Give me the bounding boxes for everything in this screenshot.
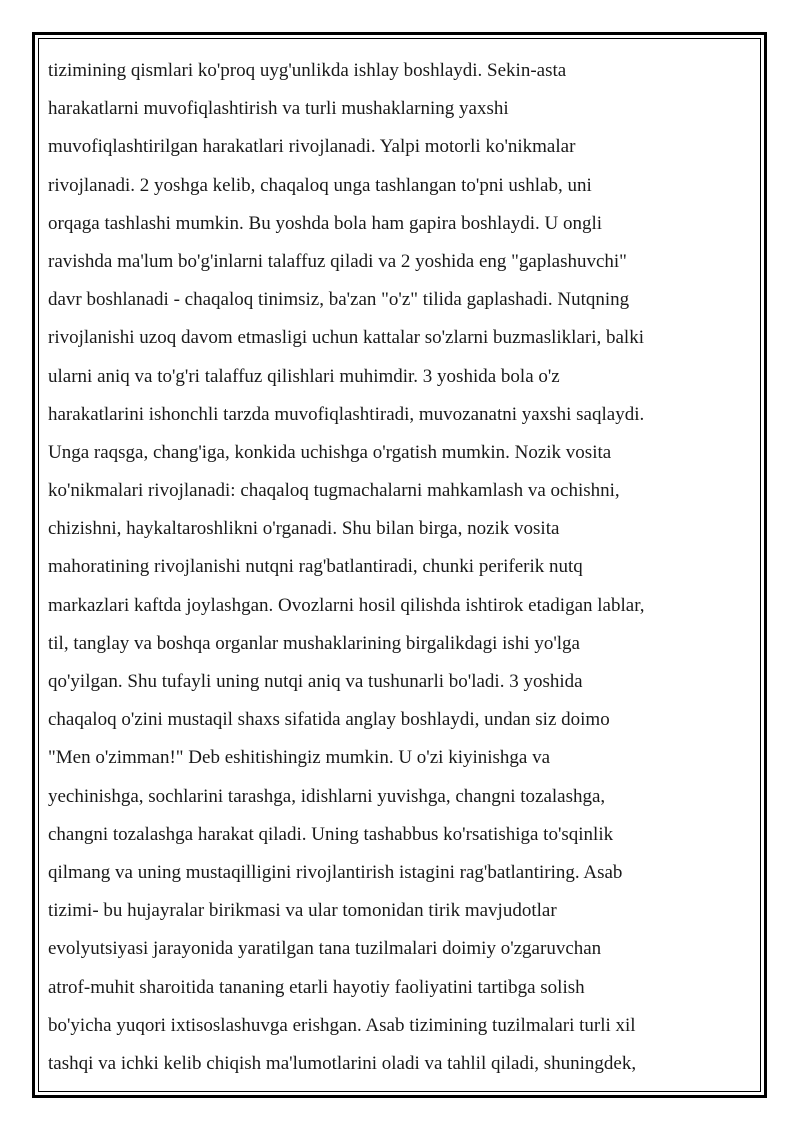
document-body <box>48 52 748 1083</box>
text-line: qo'yilgan. Shu tufayli uning nutqi aniq va tushunarli bo'ladi. 3 yoshida <box>48 671 583 692</box>
text-line: changni tozalashga harakat qiladi. Uning tashabbus ko'rsatishiga to'sqinlik <box>48 823 614 845</box>
text-line: muvofiqlashtirilgan harakatlari rivojlanadi. Yalpi motorli ko'nikmalar <box>48 136 576 158</box>
text-line: tizimi- bu hujayralar birikmasi va ular tomonidan tirik mavjudotlar <box>48 900 557 922</box>
text-line: rivojlanadi. 2 yoshga kelib, chaqaloq unga tashlangan to'pni ushlab, uni <box>48 174 592 196</box>
text-line: yechinishga, sochlarini tarashga, idishlarni yuvishga, changni tozalashga, <box>48 785 606 807</box>
text-line: rivojlanishi uzoq davom etmasligi uchun kattalar so'zlarni buzmasliklari, balki <box>48 327 644 349</box>
text-line: chizishni, haykaltaroshlikni o'rganadi. Shu bilan birga, nozik vosita <box>48 518 560 540</box>
text-line: chaqaloq o'zini mustaqil shaxs sifatida anglay boshlaydi, undan siz doimo <box>48 709 610 731</box>
text-line: ko'nikmalari rivojlanadi: chaqaloq tugmachalarni mahkamlash va ochishni, <box>48 480 620 502</box>
text-line: ularni aniq va to'g'ri talaffuz qilishlari muhimdir. 3 yoshida bola o'z <box>48 365 560 387</box>
text-line: til, tanglay va boshqa organlar mushaklarining birgalikdagi ishi yo'lga <box>48 632 580 654</box>
text-line: "Men o'zimman!" Deb eshitishingiz mumkin. U o'zi kiyinishga va <box>48 747 551 769</box>
text-line: davr boshlanadi - chaqaloq tinimsiz, ba'zan "o'z" tilida gaplashadi. Nutqning <box>48 289 630 311</box>
text-line: orqaga tashlashi mumkin. Bu yoshda bola ham gapira boshlaydi. U ongli <box>48 212 603 234</box>
text-line: markazlari kaftda joylashgan. Ovozlarni hosil qilishda ishtirok etadigan lablar, <box>48 594 645 616</box>
text-line: harakatlarini ishonchli tarzda muvofiqlashtiradi, muvozanatni yaxshi saqlaydi. <box>48 403 645 425</box>
text-line: harakatlarni muvofiqlashtirish va turli mushaklarning yaxshi <box>48 98 509 120</box>
text-line: evolyutsiyasi jarayonida yaratilgan tana tuzilmalari doimiy o'zgaruvchan <box>48 938 602 960</box>
text-line: bo'yicha yuqori ixtisoslashuvga erishgan. Asab tizimining tuzilmalari turli xil <box>48 1014 636 1036</box>
text-line: tashqi va ichki kelib chiqish ma'lumotlarini oladi va tahlil qiladi, shuningdek, <box>48 1052 637 1074</box>
text-line: qilmang va uning mustaqilligini rivojlantirish istagini rag'batlantiring. Asab <box>48 861 623 883</box>
text-line: tizimining qismlari ko'proq uyg'unlikda ishlay boshlaydi. Sekin-asta <box>48 60 567 81</box>
text-line: atrof-muhit sharoitida tananing etarli hayotiy faoliyatini tartibga solish <box>48 976 585 998</box>
text-line: mahoratining rivojlanishi nutqni rag'batlantiradi, chunki periferik nutq <box>48 556 583 578</box>
text-line: ravishda ma'lum bo'g'inlarni talaffuz qiladi va 2 yoshida eng "gaplashuvchi" <box>48 250 627 272</box>
text-line: Unga raqsga, chang'iga, konkida uchishga o'rgatish mumkin. Nozik vosita <box>48 441 612 463</box>
